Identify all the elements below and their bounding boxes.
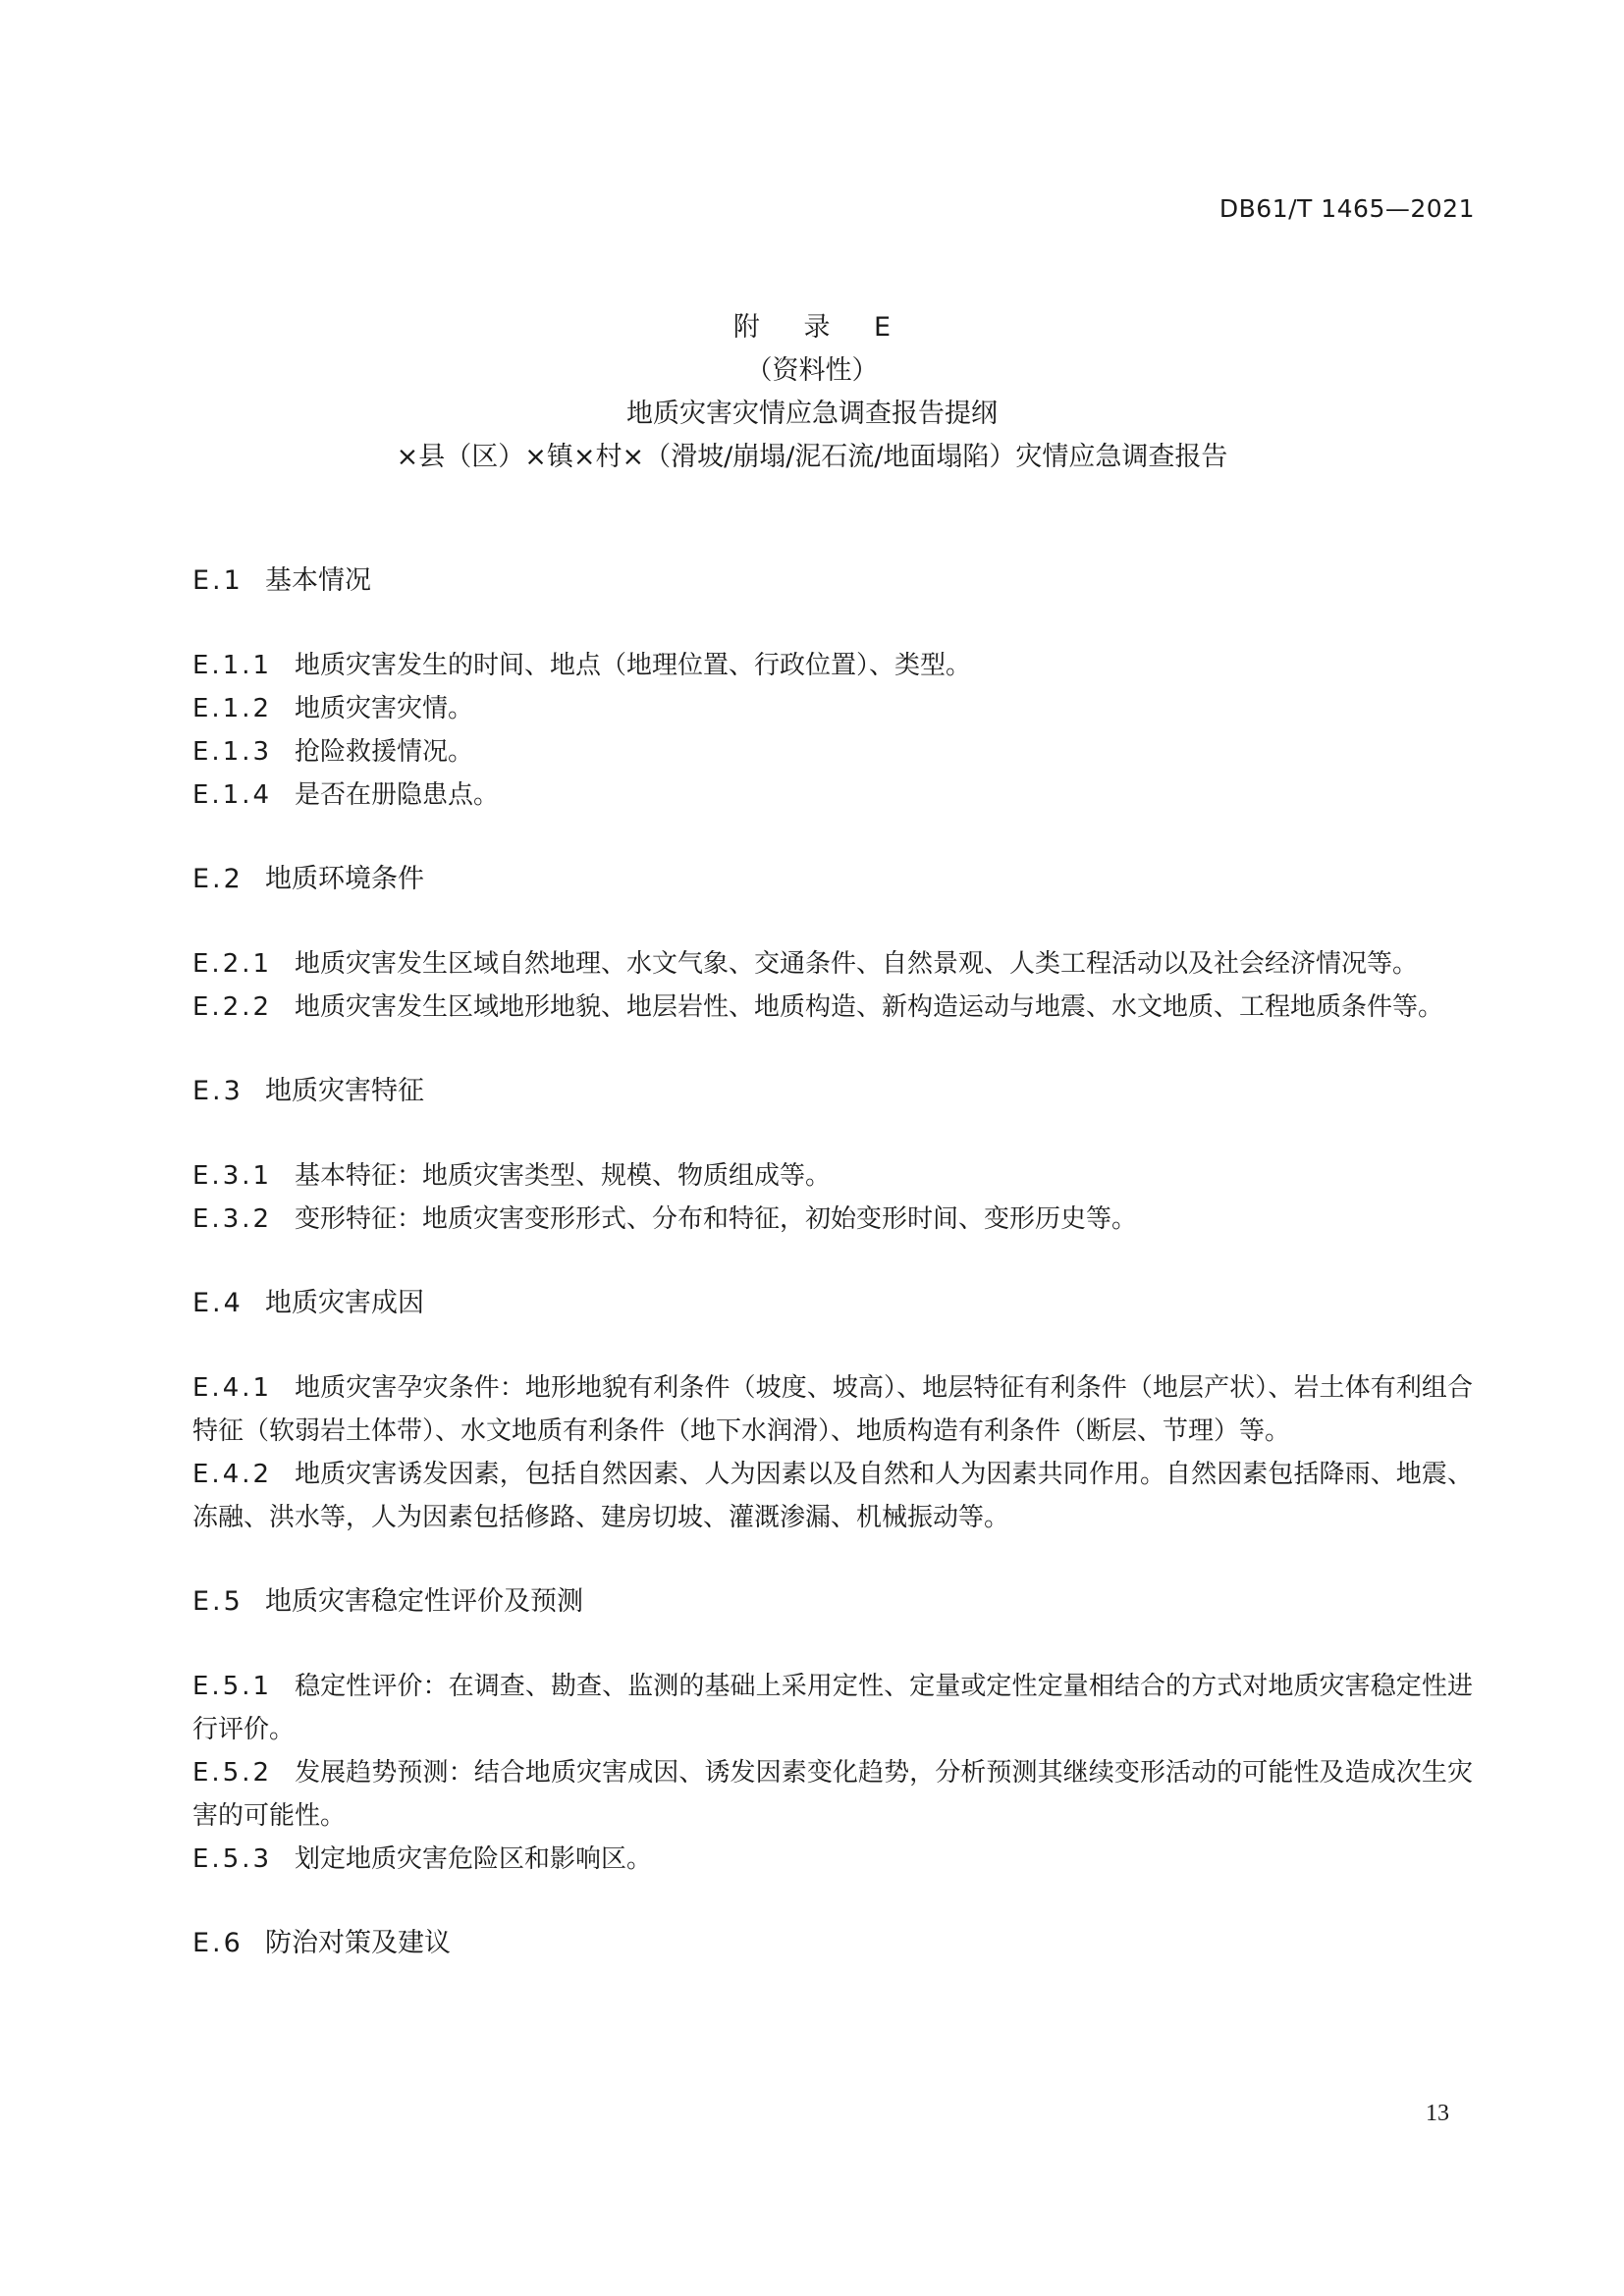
section-title	[192, 1580, 1473, 1624]
clause-paragraph	[192, 1154, 1473, 1198]
appendix-nature: （资料性）	[745, 355, 879, 386]
appendix-main-title: 地质灾害灾情应急调查报告提纲	[626, 399, 998, 429]
section-heading: 地质灾害特征	[265, 1076, 424, 1106]
clause-number: E.3.1	[192, 1161, 273, 1191]
clause-text: 划定地质灾害危险区和影响区。	[295, 1844, 653, 1874]
section-number: E.4	[192, 1288, 244, 1318]
section-heading: 防治对策及建议	[265, 1928, 451, 1958]
clause-number: E.2.1	[192, 949, 273, 979]
page-number: 13	[1426, 2101, 1449, 2126]
clause-text: 地质灾害灾情。	[295, 694, 474, 723]
section-number: E.3	[192, 1076, 244, 1106]
section-number: E.5	[192, 1586, 244, 1617]
section-heading: 地质灾害成因	[265, 1288, 424, 1318]
clause-paragraph	[192, 774, 1473, 817]
clause-number: E.5.3	[192, 1844, 273, 1874]
section-heading: 基本情况	[265, 565, 371, 596]
clause-number: E.1.3	[192, 737, 273, 767]
clause-paragraph	[192, 1665, 1473, 1751]
appendix-title-block	[0, 306, 1624, 479]
clause-paragraph	[192, 1366, 1473, 1453]
clause-paragraph	[192, 730, 1473, 774]
clause-text: 稳定性评价：在调查、勘查、监测的基础上采用定性、定量或定性定量相结合的方式对地质灾害稳定性进行评价。	[192, 1672, 1473, 1744]
clause-text: 地质灾害发生的时间、地点（地理位置、行政位置）、类型。	[295, 651, 972, 680]
clause-text: 基本特征：地质灾害类型、规模、物质组成等。	[295, 1161, 832, 1191]
clause-number: E.2.2	[192, 992, 273, 1022]
section-heading: 地质环境条件	[265, 864, 424, 894]
section-title	[192, 858, 1473, 901]
section-number: E.2	[192, 864, 244, 894]
appendix-sub-title: ×县（区）×镇×村×（滑坡/崩塌/泥石流/地面塌陷）灾情应急调查报告	[396, 442, 1228, 472]
clause-number: E.5.1	[192, 1672, 273, 1701]
clause-number: E.4.2	[192, 1460, 273, 1489]
clause-text: 是否在册隐患点。	[295, 780, 500, 810]
document-body	[192, 560, 1473, 1965]
clause-text: 地质灾害发生区域地形地貌、地层岩性、地质构造、新构造运动与地震、水文地质、工程地质条件等。	[295, 992, 1444, 1022]
clause-number: E.1.4	[192, 780, 273, 810]
clause-text: 变形特征：地质灾害变形形式、分布和特征，初始变形时间、变形历史等。	[295, 1204, 1138, 1234]
clause-paragraph	[192, 1198, 1473, 1241]
clause-number: E.3.2	[192, 1204, 273, 1234]
clause-paragraph	[192, 986, 1473, 1029]
clause-text: 抢险救援情况。	[295, 737, 474, 767]
clause-paragraph	[192, 1453, 1473, 1539]
section-heading: 地质灾害稳定性评价及预测	[265, 1586, 583, 1617]
section-title	[192, 1282, 1473, 1325]
section-number: E.1	[192, 565, 244, 596]
clause-paragraph	[192, 942, 1473, 986]
section-title	[192, 1070, 1473, 1113]
clause-paragraph	[192, 1838, 1473, 1881]
section-title	[192, 1922, 1473, 1965]
section-title	[192, 560, 1473, 603]
clause-text: 地质灾害发生区域自然地理、水文气象、交通条件、自然景观、人类工程活动以及社会经济情况等。	[295, 949, 1419, 979]
clause-number: E.1.2	[192, 694, 273, 723]
clause-text: 发展趋势预测：结合地质灾害成因、诱发因素变化趋势，分析预测其继续变形活动的可能性及造成次生灾害的可能性。	[192, 1758, 1473, 1831]
clause-paragraph	[192, 644, 1473, 687]
clause-number: E.5.2	[192, 1758, 273, 1788]
appendix-label: 附 录 E	[732, 312, 909, 343]
clause-text: 地质灾害诱发因素，包括自然因素、人为因素以及自然和人为因素共同作用。自然因素包括降雨、地震、冻融、洪水等，人为因素包括修路、建房切坡、灌溉渗漏、机械振动等。	[192, 1460, 1473, 1532]
document-code: DB61/T 1465—2021	[1218, 194, 1475, 223]
clause-number: E.4.1	[192, 1373, 273, 1403]
clause-text: 地质灾害孕灾条件：地形地貌有利条件（坡度、坡高）、地层特征有利条件（地层产状）、岩土体有利组合特征（软弱岩土体带）、水文地质有利条件（地下水润滑）、地质构造有利条件（断层、节理）等。	[192, 1373, 1473, 1446]
section-number: E.6	[192, 1928, 244, 1958]
clause-paragraph	[192, 687, 1473, 730]
clause-paragraph	[192, 1751, 1473, 1838]
clause-number: E.1.1	[192, 651, 273, 680]
